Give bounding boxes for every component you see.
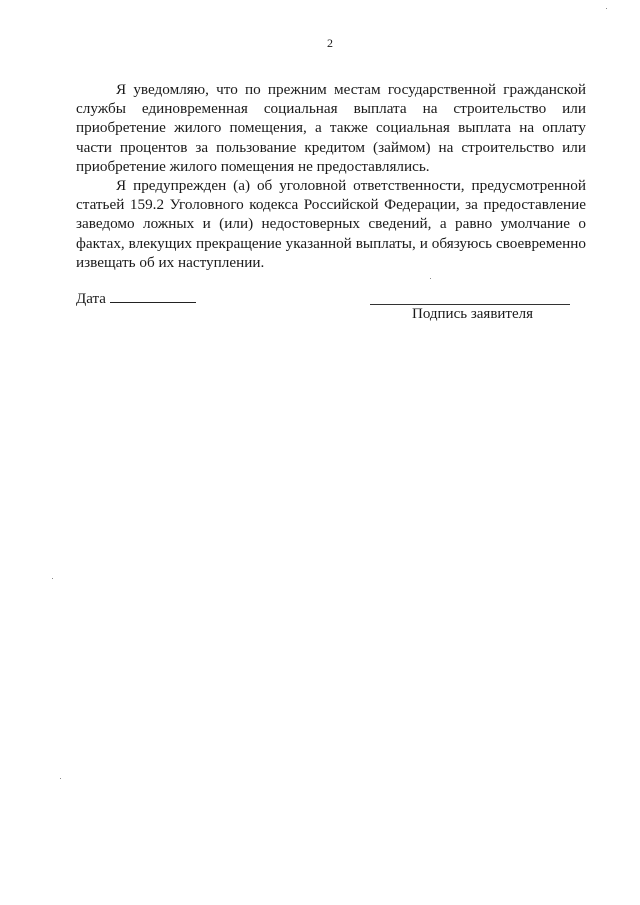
scan-speck (52, 578, 53, 579)
page-number: 2 (327, 36, 333, 50)
date-blank-line (110, 290, 196, 303)
scan-speck (606, 8, 607, 9)
scan-speck (430, 278, 431, 279)
date-field (76, 290, 196, 308)
document-body (76, 80, 586, 272)
paragraph-notification: Я уведомляю, что по прежним местам государственной гражданской службы единовременная социальная выплата на строительство или приобретение жилого помещения, а также социальная выплата на оплату части процентов за пользование кредитом (займом) на строительство или приобретение жилого помещения не предоставлялись. (76, 81, 586, 175)
date-label: Дата (76, 291, 106, 307)
signature-label: Подпись заявителя (412, 306, 534, 322)
signature-blank-line (370, 304, 570, 305)
paragraph-liability-warning: Я предупрежден (а) об уголовной ответственности, предусмотренной статьей 159.2 Уголовного кодекса Российской Федерации, за предоставление заведомо ложных и (или) недостоверных сведений, а равно умолчание о фактах, влекущих прекращение указанной выплаты, и обязуюсь своевременно извещать об их наступлении. (76, 177, 586, 271)
scan-speck (60, 778, 61, 779)
